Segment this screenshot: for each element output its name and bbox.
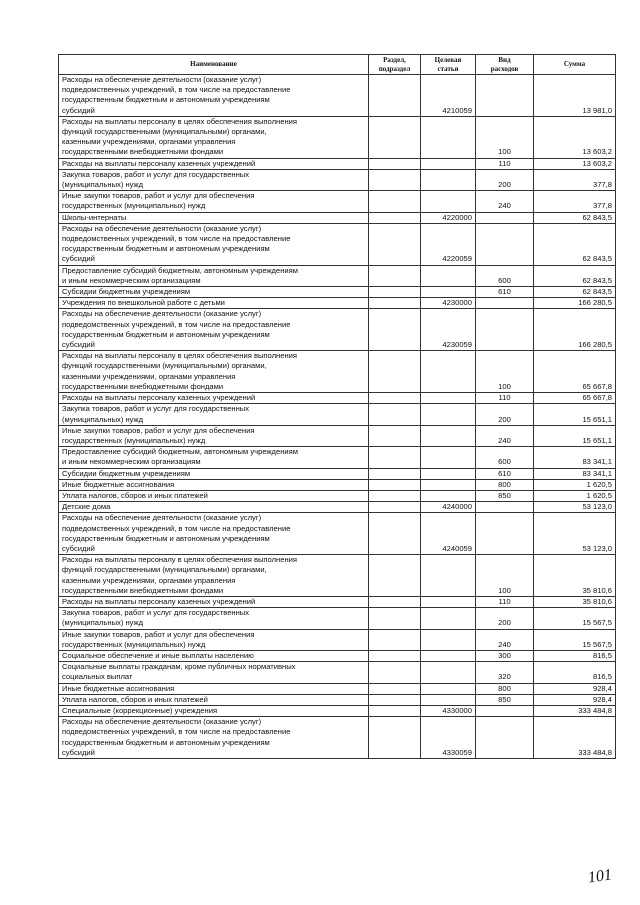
- table-row: [59, 191, 616, 212]
- cell-kind: 100: [476, 555, 534, 597]
- cell-section: [369, 596, 421, 607]
- cell-target: 4330059: [421, 717, 476, 759]
- cell-sum: 83 341,1: [534, 447, 616, 468]
- header-name: Наименование: [59, 55, 369, 75]
- cell-sum: 333 484,8: [534, 717, 616, 759]
- cell-sum: 62 843,5: [534, 212, 616, 223]
- cell-target: 4230000: [421, 298, 476, 309]
- cell-section: [369, 265, 421, 286]
- cell-section: [369, 479, 421, 490]
- cell-sum: 1 620,5: [534, 479, 616, 490]
- cell-kind: 110: [476, 393, 534, 404]
- cell-target: [421, 629, 476, 650]
- cell-target: [421, 404, 476, 425]
- table-row: [59, 116, 616, 158]
- cell-sum: 15 567,5: [534, 629, 616, 650]
- page-number: 101: [586, 866, 613, 887]
- cell-name: Социальные выплаты гражданам, кроме публичных нормативных социальных выплат: [59, 662, 369, 683]
- cell-section: [369, 513, 421, 555]
- table-row: [59, 513, 616, 555]
- cell-name: Детские дома: [59, 502, 369, 513]
- cell-kind: 200: [476, 169, 534, 190]
- cell-kind: [476, 212, 534, 223]
- cell-sum: 377,8: [534, 169, 616, 190]
- table-row: [59, 717, 616, 759]
- cell-sum: 13 603,2: [534, 158, 616, 169]
- cell-target: 4330000: [421, 705, 476, 716]
- cell-kind: 110: [476, 158, 534, 169]
- cell-section: [369, 468, 421, 479]
- cell-name: Иные закупки товаров, работ и услуг для обеспечения государственных (муниципальных) нужд: [59, 425, 369, 446]
- cell-target: 4220059: [421, 223, 476, 265]
- cell-name: Учреждения по внешкольной работе с детьми: [59, 298, 369, 309]
- cell-section: [369, 404, 421, 425]
- header-target: Целевая статья: [421, 55, 476, 75]
- cell-sum: 62 843,5: [534, 223, 616, 265]
- cell-target: 4240059: [421, 513, 476, 555]
- table-row: [59, 212, 616, 223]
- table-row: [59, 468, 616, 479]
- table-row: [59, 629, 616, 650]
- cell-kind: 200: [476, 404, 534, 425]
- cell-name: Школы-интернаты: [59, 212, 369, 223]
- cell-target: [421, 555, 476, 597]
- cell-sum: 15 651,1: [534, 404, 616, 425]
- cell-kind: 100: [476, 116, 534, 158]
- cell-name: Иные бюджетные ассигнования: [59, 683, 369, 694]
- header-section: Раздел, подраздел: [369, 55, 421, 75]
- cell-target: [421, 490, 476, 501]
- cell-section: [369, 662, 421, 683]
- table-row: [59, 265, 616, 286]
- table-row: [59, 298, 616, 309]
- cell-name: Уплата налогов, сборов и иных платежей: [59, 694, 369, 705]
- cell-name: Расходы на выплаты персоналу казенных учреждений: [59, 393, 369, 404]
- cell-sum: 65 667,8: [534, 393, 616, 404]
- cell-target: [421, 425, 476, 446]
- cell-target: [421, 468, 476, 479]
- cell-kind: 320: [476, 662, 534, 683]
- cell-kind: [476, 309, 534, 351]
- cell-kind: 240: [476, 191, 534, 212]
- cell-target: [421, 608, 476, 629]
- header-row: [59, 55, 616, 75]
- cell-target: [421, 479, 476, 490]
- cell-target: [421, 116, 476, 158]
- cell-name: Предоставление субсидий бюджетным, автономным учреждениям и иным некоммерческим организациям: [59, 447, 369, 468]
- budget-table: [58, 54, 616, 759]
- cell-section: [369, 287, 421, 298]
- cell-section: [369, 191, 421, 212]
- cell-sum: 166 280,5: [534, 309, 616, 351]
- cell-name: Предоставление субсидий бюджетным, автономным учреждениям и иным некоммерческим организациям: [59, 265, 369, 286]
- table-row: [59, 169, 616, 190]
- table-row: [59, 662, 616, 683]
- table-header: [59, 55, 616, 75]
- cell-target: [421, 596, 476, 607]
- cell-kind: 610: [476, 287, 534, 298]
- cell-target: [421, 191, 476, 212]
- cell-name: Закупка товаров, работ и услуг для государственных (муниципальных) нужд: [59, 169, 369, 190]
- cell-target: 4220000: [421, 212, 476, 223]
- cell-target: [421, 447, 476, 468]
- cell-section: [369, 351, 421, 393]
- cell-target: [421, 694, 476, 705]
- table-row: [59, 683, 616, 694]
- cell-name: Закупка товаров, работ и услуг для государственных (муниципальных) нужд: [59, 404, 369, 425]
- table-row: [59, 287, 616, 298]
- cell-sum: 13 981,0: [534, 75, 616, 117]
- cell-name: Расходы на выплаты персоналу в целях обеспечения выполнения функций государственными (муниципальными) органами, казенными учреждениями, органами управления государственными внебюджетными фондами: [59, 351, 369, 393]
- cell-kind: 600: [476, 447, 534, 468]
- cell-kind: [476, 223, 534, 265]
- cell-sum: 53 123,0: [534, 502, 616, 513]
- cell-section: [369, 694, 421, 705]
- cell-target: 4240000: [421, 502, 476, 513]
- cell-section: [369, 650, 421, 661]
- cell-sum: 928,4: [534, 683, 616, 694]
- cell-name: Иные закупки товаров, работ и услуг для обеспечения государственных (муниципальных) нужд: [59, 629, 369, 650]
- cell-section: [369, 158, 421, 169]
- cell-section: [369, 490, 421, 501]
- cell-sum: 816,5: [534, 650, 616, 661]
- cell-section: [369, 629, 421, 650]
- table-row: [59, 309, 616, 351]
- table-row: [59, 490, 616, 501]
- cell-target: [421, 683, 476, 694]
- table-row: [59, 555, 616, 597]
- cell-sum: 35 810,6: [534, 596, 616, 607]
- cell-name: Расходы на обеспечение деятельности (оказание услуг) подведомственных учреждений, в том числе на предоставление государственным бюджетным и автономным учреждениям субсидий: [59, 717, 369, 759]
- cell-kind: [476, 298, 534, 309]
- cell-kind: 610: [476, 468, 534, 479]
- cell-section: [369, 425, 421, 446]
- cell-sum: 62 843,5: [534, 265, 616, 286]
- table-row: [59, 351, 616, 393]
- cell-kind: 600: [476, 265, 534, 286]
- cell-sum: 65 667,8: [534, 351, 616, 393]
- header-kind: Вид расходов: [476, 55, 534, 75]
- cell-name: Субсидии бюджетным учреждениям: [59, 468, 369, 479]
- table-row: [59, 502, 616, 513]
- cell-kind: 800: [476, 683, 534, 694]
- cell-name: Субсидии бюджетным учреждениям: [59, 287, 369, 298]
- table-row: [59, 694, 616, 705]
- cell-name: Расходы на выплаты персоналу казенных учреждений: [59, 158, 369, 169]
- table-row: [59, 393, 616, 404]
- cell-target: [421, 393, 476, 404]
- cell-name: Уплата налогов, сборов и иных платежей: [59, 490, 369, 501]
- cell-sum: 816,5: [534, 662, 616, 683]
- cell-kind: [476, 75, 534, 117]
- cell-name: Расходы на обеспечение деятельности (оказание услуг) подведомственных учреждений, в том числе на предоставление государственным бюджетным и автономным учреждениям субсидий: [59, 223, 369, 265]
- cell-section: [369, 683, 421, 694]
- cell-kind: 300: [476, 650, 534, 661]
- cell-section: [369, 169, 421, 190]
- cell-name: Специальные (коррекционные) учреждения: [59, 705, 369, 716]
- cell-name: Иные закупки товаров, работ и услуг для обеспечения государственных (муниципальных) нужд: [59, 191, 369, 212]
- cell-name: Расходы на обеспечение деятельности (оказание услуг) подведомственных учреждений, в том числе на предоставление государственным бюджетным и автономным учреждениям субсидий: [59, 309, 369, 351]
- table-row: [59, 705, 616, 716]
- cell-sum: 333 484,8: [534, 705, 616, 716]
- cell-section: [369, 212, 421, 223]
- cell-kind: 110: [476, 596, 534, 607]
- table-row: [59, 223, 616, 265]
- cell-section: [369, 717, 421, 759]
- cell-name: Закупка товаров, работ и услуг для государственных (муниципальных) нужд: [59, 608, 369, 629]
- cell-name: Расходы на обеспечение деятельности (оказание услуг) подведомственных учреждений, в том числе на предоставление государственным бюджетным и автономным учреждениям субсидий: [59, 513, 369, 555]
- cell-kind: [476, 705, 534, 716]
- cell-target: 4210059: [421, 75, 476, 117]
- table-row: [59, 596, 616, 607]
- cell-name: Иные бюджетные ассигнования: [59, 479, 369, 490]
- cell-section: [369, 502, 421, 513]
- cell-sum: 166 280,5: [534, 298, 616, 309]
- cell-sum: 35 810,6: [534, 555, 616, 597]
- cell-section: [369, 447, 421, 468]
- cell-name: Расходы на выплаты персоналу в целях обеспечения выполнения функций государственными (муниципальными) органами, казенными учреждениями, органами управления государственными внебюджетными фондами: [59, 116, 369, 158]
- cell-section: [369, 705, 421, 716]
- cell-name: Расходы на выплаты персоналу в целях обеспечения выполнения функций государственными (муниципальными) органами, казенными учреждениями, органами управления государственными внебюджетными фондами: [59, 555, 369, 597]
- cell-target: [421, 662, 476, 683]
- cell-target: [421, 351, 476, 393]
- cell-target: [421, 158, 476, 169]
- cell-section: [369, 309, 421, 351]
- cell-section: [369, 75, 421, 117]
- table-row: [59, 425, 616, 446]
- table-body: [59, 75, 616, 759]
- table-row: [59, 608, 616, 629]
- cell-section: [369, 116, 421, 158]
- cell-kind: 850: [476, 694, 534, 705]
- cell-target: [421, 287, 476, 298]
- cell-kind: 240: [476, 425, 534, 446]
- cell-sum: 15 567,5: [534, 608, 616, 629]
- table-row: [59, 75, 616, 117]
- cell-kind: 800: [476, 479, 534, 490]
- cell-section: [369, 223, 421, 265]
- cell-sum: 83 341,1: [534, 468, 616, 479]
- cell-section: [369, 298, 421, 309]
- header-sum: Сумма: [534, 55, 616, 75]
- cell-target: [421, 650, 476, 661]
- cell-target: 4230059: [421, 309, 476, 351]
- cell-sum: 377,8: [534, 191, 616, 212]
- cell-sum: 15 651,1: [534, 425, 616, 446]
- cell-sum: 13 603,2: [534, 116, 616, 158]
- table-row: [59, 447, 616, 468]
- table-row: [59, 650, 616, 661]
- cell-section: [369, 393, 421, 404]
- cell-kind: 850: [476, 490, 534, 501]
- cell-name: Расходы на обеспечение деятельности (оказание услуг) подведомственных учреждений, в том числе на предоставление государственным бюджетным и автономным учреждениям субсидий: [59, 75, 369, 117]
- cell-kind: 240: [476, 629, 534, 650]
- cell-sum: 53 123,0: [534, 513, 616, 555]
- table-row: [59, 158, 616, 169]
- table-row: [59, 404, 616, 425]
- cell-kind: [476, 502, 534, 513]
- cell-section: [369, 555, 421, 597]
- table-row: [59, 479, 616, 490]
- cell-kind: [476, 513, 534, 555]
- cell-target: [421, 169, 476, 190]
- cell-name: Расходы на выплаты персоналу казенных учреждений: [59, 596, 369, 607]
- cell-sum: 1 620,5: [534, 490, 616, 501]
- cell-name: Социальное обеспечение и иные выплаты населению: [59, 650, 369, 661]
- cell-kind: [476, 717, 534, 759]
- cell-section: [369, 608, 421, 629]
- cell-target: [421, 265, 476, 286]
- cell-kind: 100: [476, 351, 534, 393]
- cell-sum: 928,4: [534, 694, 616, 705]
- cell-sum: 62 843,5: [534, 287, 616, 298]
- cell-kind: 200: [476, 608, 534, 629]
